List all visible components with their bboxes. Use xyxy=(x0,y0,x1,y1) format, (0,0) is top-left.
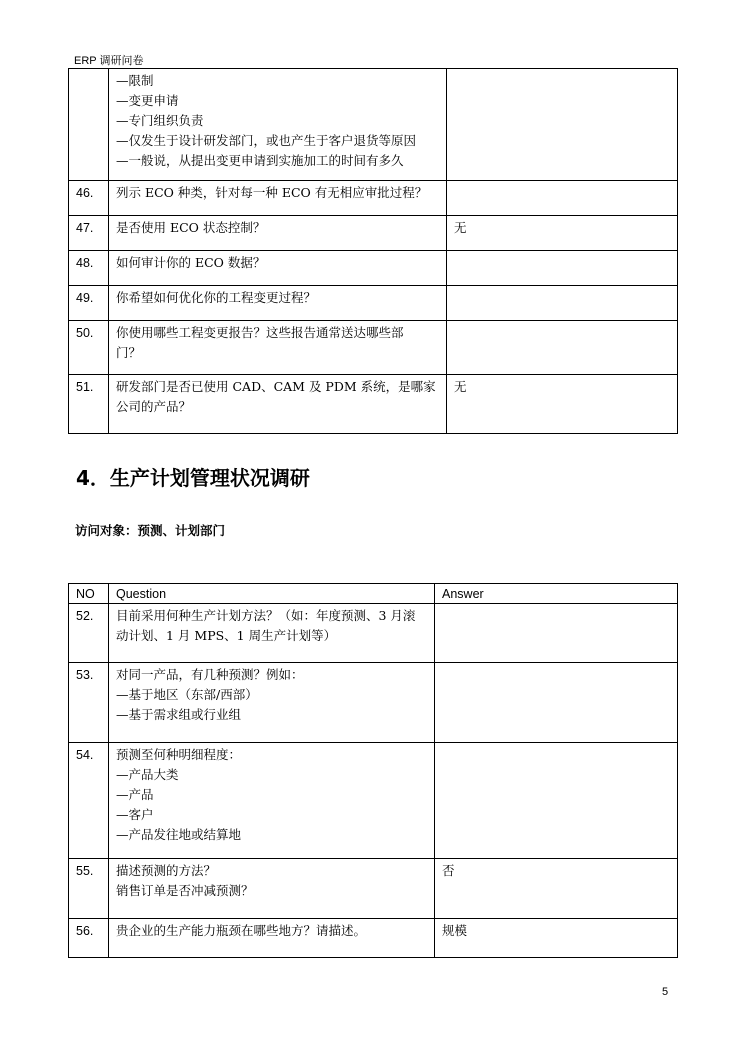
question-cell xyxy=(109,919,435,958)
table-row xyxy=(69,286,678,321)
question-line: 列示 ECO 种类，针对每一种 ECO 有无相应审批过程？ xyxy=(116,185,428,200)
answer-cell xyxy=(447,251,678,286)
answer-cell: 无 xyxy=(447,216,678,251)
table-row xyxy=(69,216,678,251)
questionnaire-table-eco xyxy=(68,68,678,434)
question-line: —变更申请 xyxy=(116,93,179,108)
answer-cell: 规模 xyxy=(435,919,678,958)
question-cell xyxy=(109,286,447,321)
table-row xyxy=(69,321,678,375)
question-cell xyxy=(109,663,435,743)
answer-cell xyxy=(447,181,678,216)
row-number: 53. xyxy=(69,663,109,743)
row-number xyxy=(69,69,109,181)
question-line: 公司的产品？ xyxy=(116,399,192,414)
question-line: —基于地区（东部/西部） xyxy=(116,687,258,702)
answer-cell: 否 xyxy=(435,859,678,919)
row-number: 54. xyxy=(69,743,109,859)
table-row xyxy=(69,251,678,286)
question-line: 如何审计你的 ECO 数据？ xyxy=(116,255,266,270)
table-row xyxy=(69,375,678,434)
question-line: 动计划、1 月 MPS、1 周生产计划等） xyxy=(116,628,337,643)
question-line: 预测至何种明细程度： xyxy=(116,747,242,762)
answer-cell xyxy=(435,663,678,743)
question-line: 你使用哪些工程变更报告？这些报告通常送达哪些部 xyxy=(116,325,404,340)
row-number: 52. xyxy=(69,604,109,663)
table-row xyxy=(69,919,678,958)
question-cell xyxy=(109,859,435,919)
question-line: —客户 xyxy=(116,807,154,822)
question-line: —仅发生于设计研发部门，或也产生于客户退货等原因 xyxy=(116,133,417,148)
row-number: 49. xyxy=(69,286,109,321)
question-cell xyxy=(109,743,435,859)
row-number: 55. xyxy=(69,859,109,919)
question-cell xyxy=(109,251,447,286)
question-line: —专门组织负责 xyxy=(116,113,204,128)
section-title: 4．生产计划管理状况调研 xyxy=(76,466,310,490)
question-line: —限制 xyxy=(116,73,154,88)
question-cell xyxy=(109,321,447,375)
table-row xyxy=(69,69,678,181)
question-line: 描述预测的方法？ xyxy=(116,863,217,878)
question-line: —产品大类 xyxy=(116,767,179,782)
question-cell xyxy=(109,181,447,216)
row-number: 46. xyxy=(69,181,109,216)
table-header-row xyxy=(69,584,678,604)
questionnaire-table-planning xyxy=(68,583,678,958)
answer-cell xyxy=(435,743,678,859)
question-line: —基于需求组或行业组 xyxy=(116,707,242,722)
question-cell xyxy=(109,216,447,251)
header-no: NO xyxy=(69,584,109,604)
question-line: 是否使用 ECO 状态控制？ xyxy=(116,220,266,235)
question-cell xyxy=(109,69,447,181)
answer-cell xyxy=(435,604,678,663)
table-row xyxy=(69,604,678,663)
question-line: 你希望如何优化你的工程变更过程？ xyxy=(116,290,317,305)
answer-cell xyxy=(447,69,678,181)
answer-cell xyxy=(447,286,678,321)
row-number: 48. xyxy=(69,251,109,286)
question-line: —产品 xyxy=(116,787,154,802)
question-cell xyxy=(109,375,447,434)
question-line: 对同一产品，有几种预测？例如： xyxy=(116,667,304,682)
table-row xyxy=(69,663,678,743)
row-number: 50. xyxy=(69,321,109,375)
row-number: 47. xyxy=(69,216,109,251)
section-subtitle: 访问对象：预测、计划部门 xyxy=(75,523,226,538)
question-line: 贵企业的生产能力瓶颈在哪些地方？请描述。 xyxy=(116,923,367,938)
table-row xyxy=(69,181,678,216)
table-row xyxy=(69,859,678,919)
answer-cell: 无 xyxy=(447,375,678,434)
page-number: 5 xyxy=(662,986,669,998)
answer-cell xyxy=(447,321,678,375)
question-cell xyxy=(109,604,435,663)
header-answer: Answer xyxy=(435,584,678,604)
question-line: 门？ xyxy=(116,345,142,360)
document-header: ERP 调研问卷 xyxy=(74,55,144,67)
question-line: —一般说，从提出变更申请到实施加工的时间有多久 xyxy=(116,153,404,168)
table-row xyxy=(69,743,678,859)
question-line: 研发部门是否已使用 CAD、CAM 及 PDM 系统，是哪家 xyxy=(116,379,436,394)
row-number: 56. xyxy=(69,919,109,958)
question-line: —产品发往地或结算地 xyxy=(116,827,242,842)
question-line: 销售订单是否冲减预测？ xyxy=(116,883,254,898)
header-question: Question xyxy=(109,584,435,604)
row-number: 51. xyxy=(69,375,109,434)
question-line: 目前采用何种生产计划方法？（如：年度预测、3 月滚 xyxy=(116,608,416,623)
